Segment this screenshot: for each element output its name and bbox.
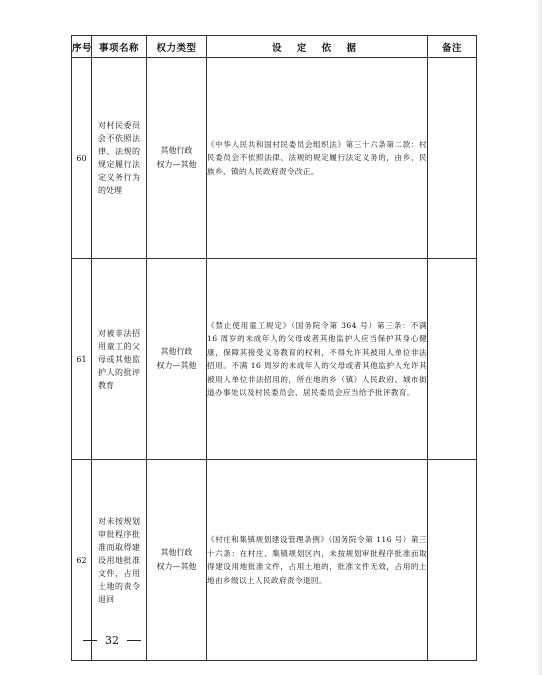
row-power-type-line2: 权力—其他 [156, 562, 197, 571]
row-note [428, 460, 477, 661]
row-item-name [92, 460, 147, 661]
row-power-type-line1: 其他行政 [160, 548, 193, 557]
row-note [428, 259, 477, 460]
table-row [72, 259, 477, 460]
row-note [428, 58, 477, 259]
row-item-name-text: 对被非法招用童工的父母或其他监护人的批评教育 [98, 328, 140, 390]
table-row [72, 460, 477, 661]
header-note: 备注 [428, 36, 477, 58]
header-power-type: 权力类型 [147, 36, 207, 58]
row-basis: 《村庄和集镇规划建设管理条例》（国务院令第 116 号）第三十六条：在村庄、集镇规划区内，未按规划审批程序批准而取得建设用地批准文件，占用土地的，批准文件无效，占用的土地由乡级以上人民政府责令退回。 [207, 460, 428, 661]
header-seq: 序号 [72, 36, 92, 58]
footer-dash-left [83, 640, 97, 641]
row-power-type-line2: 权力—其他 [156, 361, 197, 370]
row-item-name-text: 对村民委员会不依照法律、法规的规定履行法定义务行为的处理 [98, 121, 140, 195]
row-basis: 《禁止使用童工规定》（国务院令第 364 号）第三条：不满 16 周岁的未成年人的父母或者其他监护人应当保护其身心健康，保障其接受义务教育的权利，不得允许其被用人单位非法招用。不满 16 周岁的未成年人的父母或者其他监护人允许其被用人单位非法招用的，所在地的乡（镇）人民政府、城市街道办事处以及村民委员会、居民委员会应当给予批评教育。 [207, 259, 428, 460]
row-number: 60 [72, 58, 92, 259]
row-item-name [92, 259, 147, 460]
row-basis: 《中华人民共和国村民委员会组织法》第三十六条第二款：村民委员会不依照法律、法规的规定履行法定义务的，由乡、民族乡、镇的人民政府责令改正。 [207, 58, 428, 259]
header-item-name: 事项名称 [92, 36, 147, 58]
page-edge-shadow [536, 0, 542, 675]
row-power-type-line2: 权力—其他 [156, 160, 197, 169]
header-basis: 设 定 依 据 [207, 36, 428, 58]
row-power-type [147, 259, 207, 460]
row-power-type [147, 460, 207, 661]
page-number: 32 [105, 634, 119, 647]
authority-table [71, 35, 477, 661]
row-power-type-line1: 其他行政 [160, 146, 193, 155]
row-power-type [147, 58, 207, 259]
footer-dash-right [127, 640, 141, 641]
table-header-row [72, 36, 477, 58]
row-item-name-text: 对未按规划审批程序批准而取得建设用地批准文件，占用土地的责令退回 [98, 516, 140, 604]
row-item-name [92, 58, 147, 259]
row-power-type-line1: 其他行政 [160, 347, 193, 356]
table-row [72, 58, 477, 259]
row-number: 61 [72, 259, 92, 460]
page-footer [83, 634, 141, 647]
row-number: 62 [72, 460, 92, 661]
